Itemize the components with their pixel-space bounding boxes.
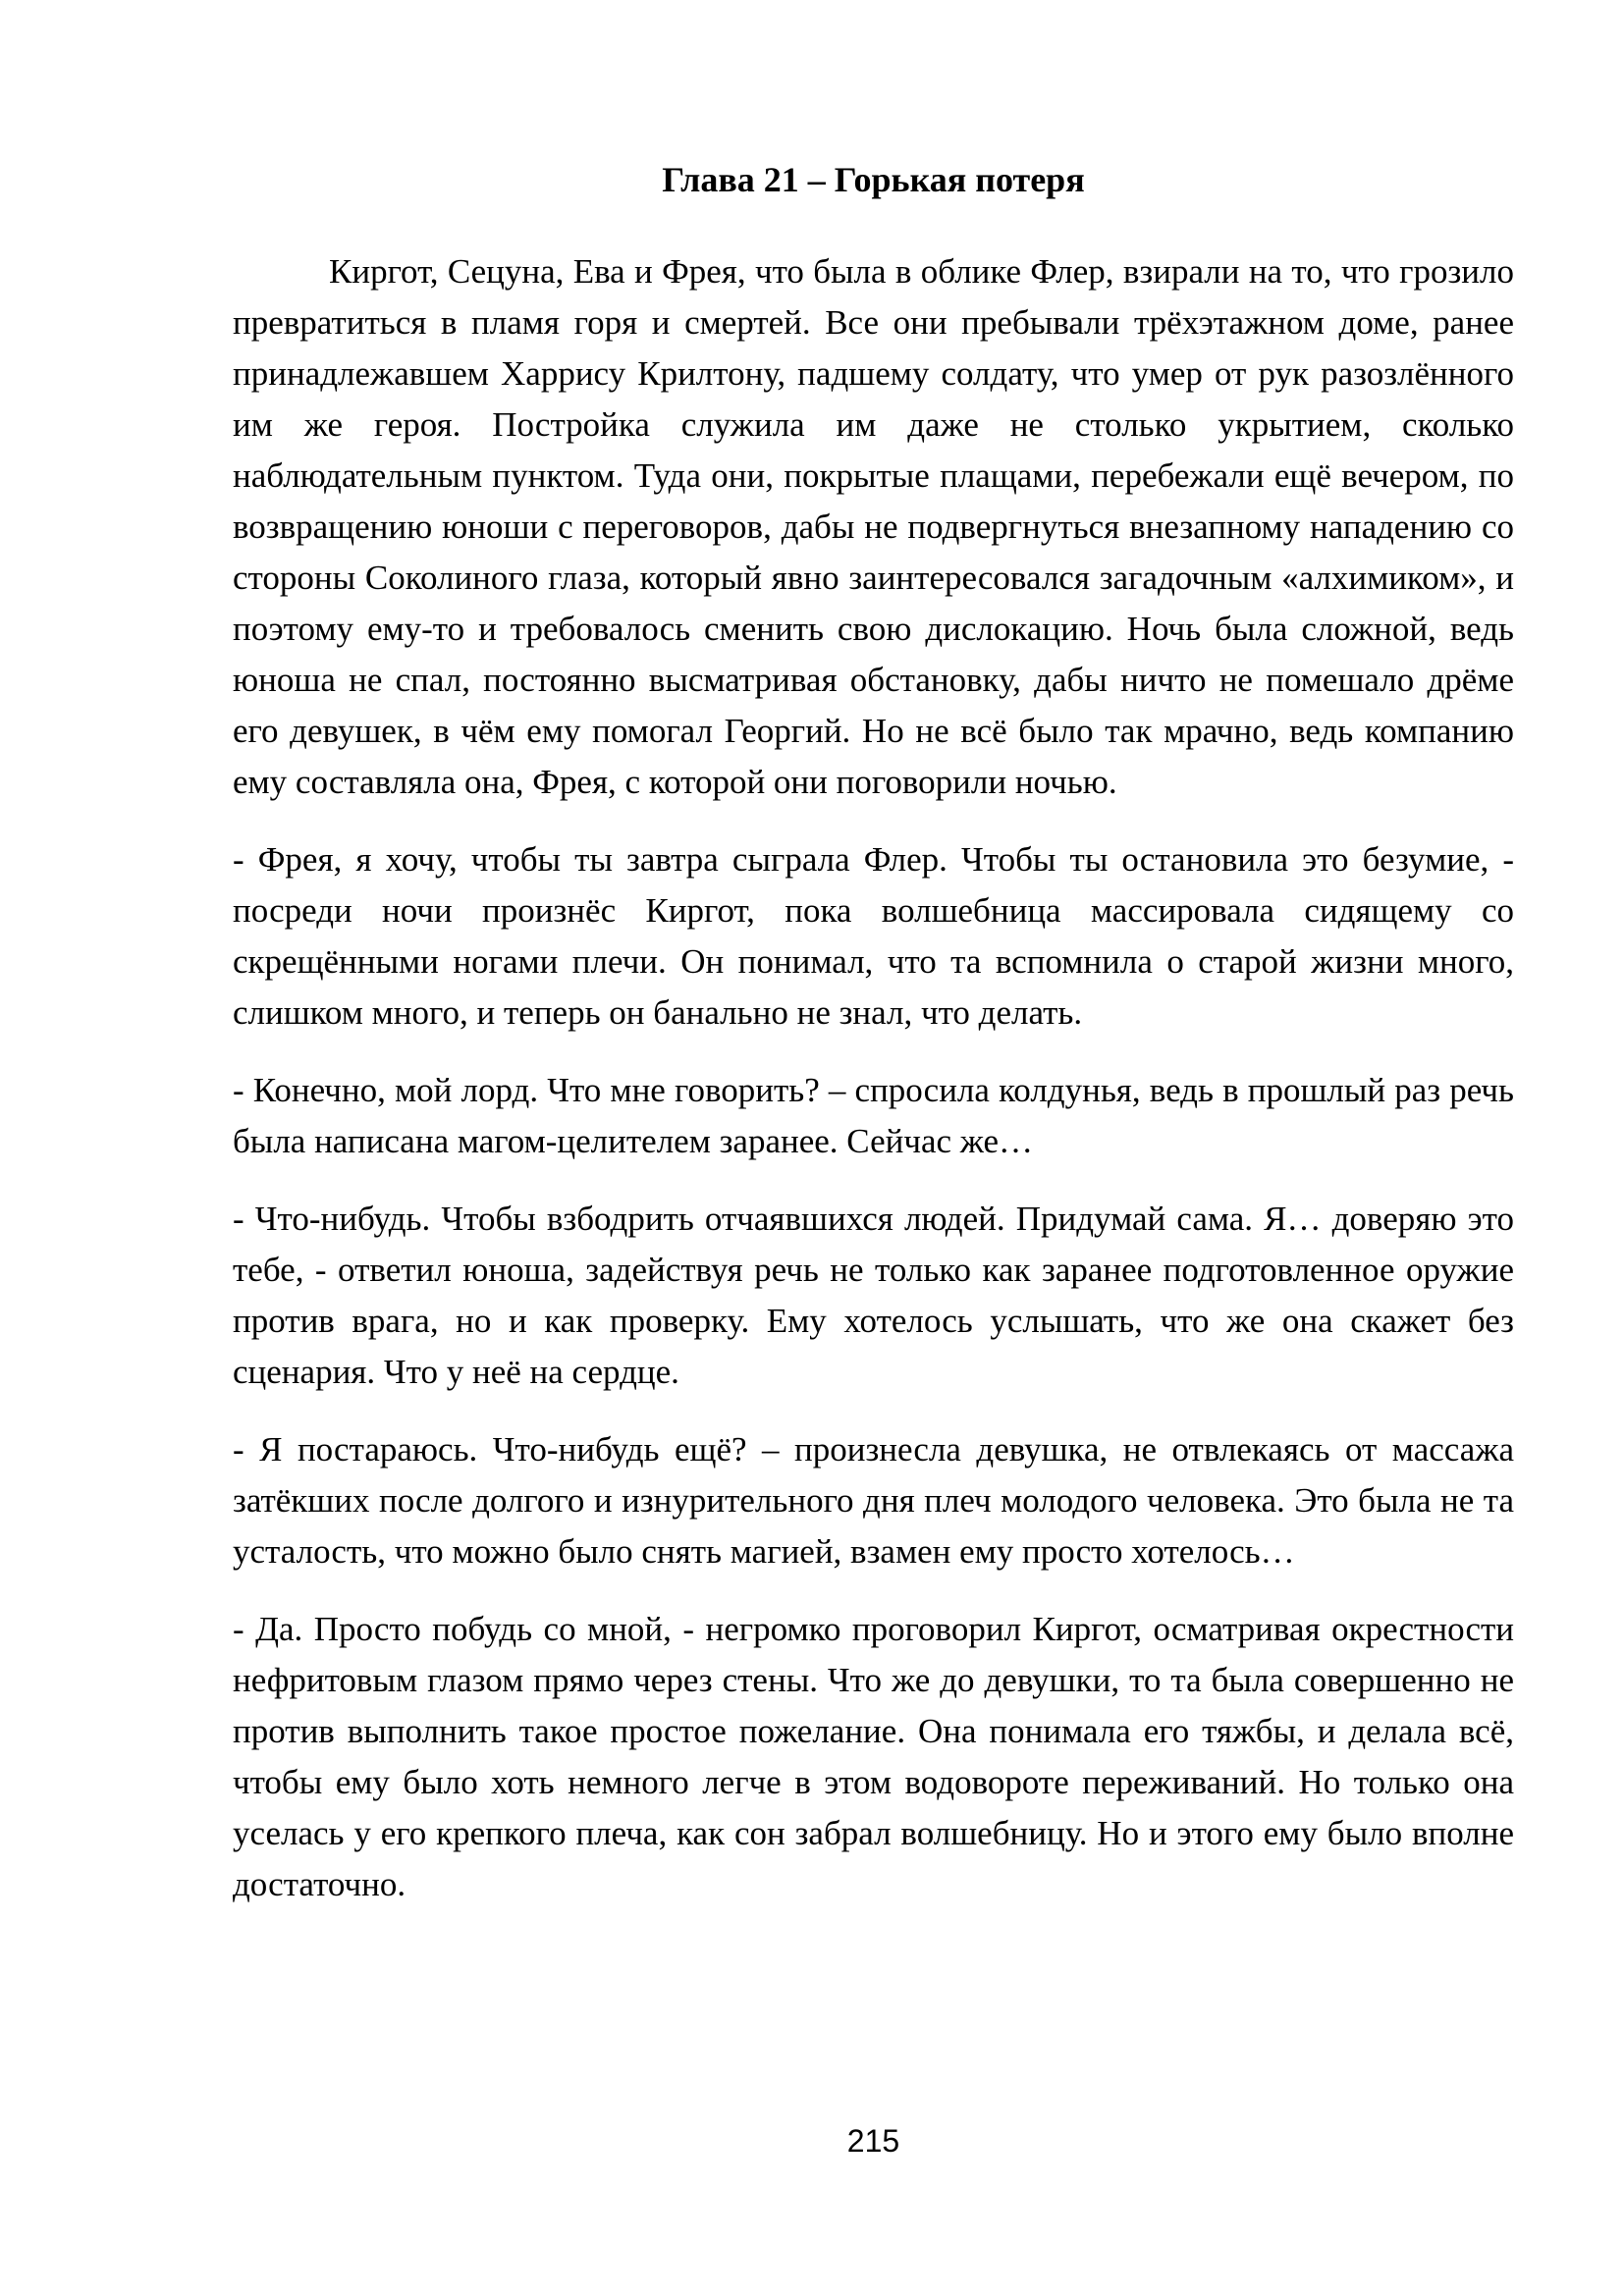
- paragraph-dialogue: - Да. Просто побудь со мной, - негромко проговорил Киргот, осматривая окрестности нефритовым глазом прямо через стены. Что же до девушки, то та была совершенно не против выполнить такое простое пожелание. Она понимала его тяжбы, и делала всё, чтобы ему было хоть немного легче в этом водовороте переживаний. Но только она уселась у его крепкого плеча, как сон забрал волшебницу. Но и этого ему было вполне достаточно.: [233, 1610, 1514, 1903]
- text-block: [233, 154, 1514, 1937]
- paragraph-dialogue: - Фрея, я хочу, чтобы ты завтра сыграла Флер. Чтобы ты остановила это безумие, - посреди ночи произнёс Киргот, пока волшебница массировала сидящему со скрещёнными ногами плечи. Он понимал, что та вспомнила о старой жизни много, слишком много, и теперь он банально не знал, что делать.: [233, 840, 1514, 1032]
- paragraph-dialogue: - Я постараюсь. Что-нибудь ещё? – произнесла девушка, не отвлекаясь от массажа затёкших после долгого и изнурительного дня плеч молодого человека. Это была не та усталость, что можно было снять магией, взамен ему просто хотелось…: [233, 1430, 1514, 1571]
- paragraph-dialogue: - Конечно, мой лорд. Что мне говорить? – спросила колдунья, ведь в прошлый раз речь была написана магом-целителем заранее. Сейчас же…: [233, 1071, 1514, 1160]
- page-number: 215: [846, 2123, 900, 2159]
- chapter-title: Глава 21 – Горькая потеря: [662, 160, 1085, 199]
- paragraph-narrative: Киргот, Сецуна, Ева и Фрея, что была в облике Флер, взирали на то, что грозило превратиться в пламя горя и смертей. Все они пребывали трёхэтажном доме, ранее принадлежавшем Харрису Крилтону, падшему солдату, что умер от рук разозлённого им же героя. Постройка служила им даже не столько укрытием, сколько наблюдательным пунктом. Туда они, покрытые плащами, перебежали ещё вечером, по возвращению юноши с переговоров, дабы не подвергнуться внезапному нападению со стороны Соколиного глаза, который явно заинтересовался загадочным «алхимиком», и поэтому ему-то и требовалось сменить свою дислокацию. Ночь была сложной, ведь юноша не спал, постоянно высматривая обстановку, дабы ничто не помешало дрёме его девушек, в чём ему помогал Георгий. Но не всё было так мрачно, ведь компанию ему составляла она, Фрея, с которой они поговорили ночью.: [233, 252, 1514, 801]
- paragraph-dialogue: - Что-нибудь. Чтобы взбодрить отчаявшихся людей. Придумай сама. Я… доверяю это тебе, - ответил юноша, задействуя речь не только как заранее подготовленное оружие против врага, но и как проверку. Ему хотелось услышать, что же она скажет без сценария. Что у неё на сердце.: [233, 1200, 1514, 1391]
